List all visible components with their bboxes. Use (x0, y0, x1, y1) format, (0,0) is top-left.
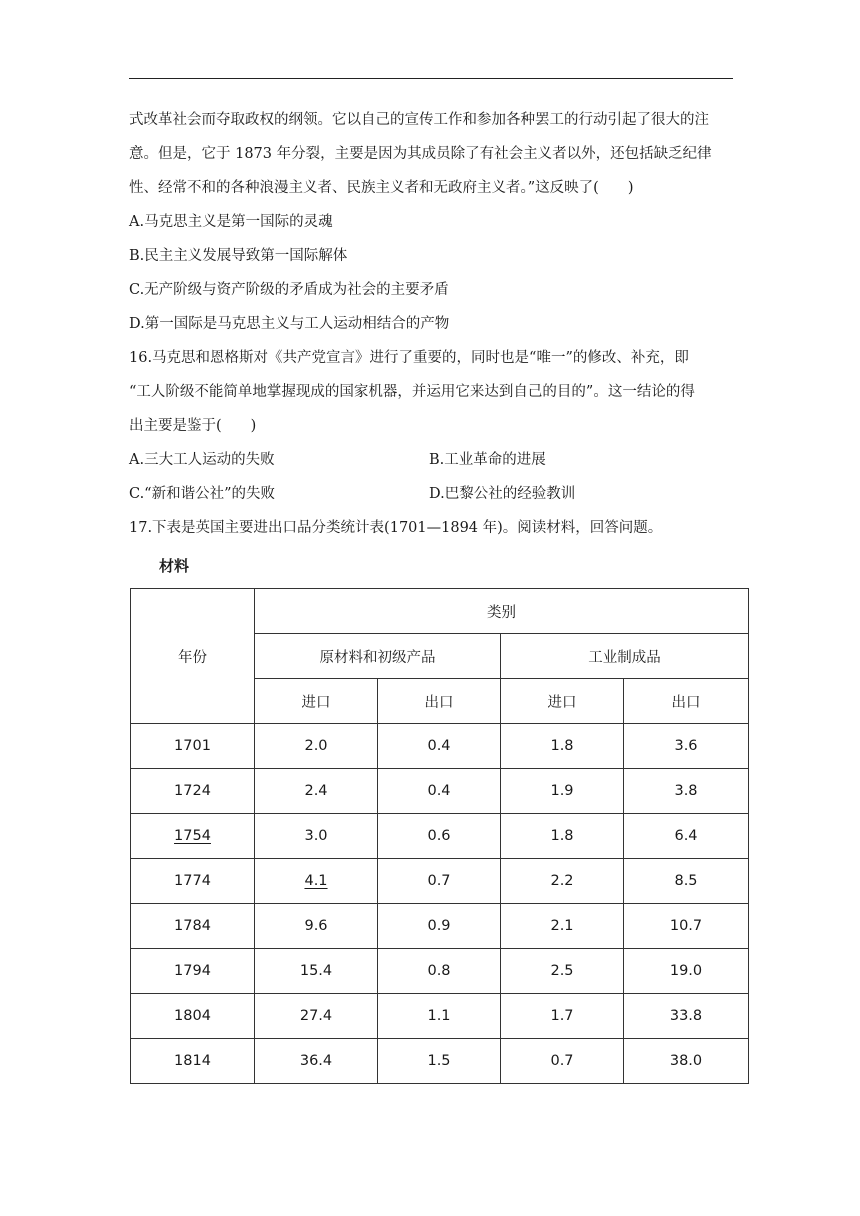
manufactured-export-cell: 10.7 (624, 904, 749, 949)
raw-export-cell: 0.7 (378, 859, 501, 904)
raw-export-cell: 0.8 (378, 949, 501, 994)
year-header: 年份 (131, 589, 255, 724)
raw-import-header: 进口 (255, 679, 378, 724)
manufactured-import-cell: 2.5 (501, 949, 624, 994)
manufactured-import-cell: 2.2 (501, 859, 624, 904)
manufactured-import-cell: 2.1 (501, 904, 624, 949)
year-cell: 1784 (131, 904, 255, 949)
raw-materials-header: 原材料和初级产品 (255, 634, 501, 679)
manufactured-export-cell: 6.4 (624, 814, 749, 859)
q15-option-b[interactable]: B.民主主义发展导致第一国际解体 (129, 248, 348, 264)
q16-options-row-1 (129, 450, 733, 470)
raw-import-cell: 36.4 (255, 1039, 378, 1084)
raw-import-cell: 27.4 (255, 994, 378, 1039)
raw-import-cell: 15.4 (255, 949, 378, 994)
table-row (131, 1039, 749, 1084)
manufactured-export-cell: 38.0 (624, 1039, 749, 1084)
q16-option-b[interactable]: B.工业革命的进展 (429, 452, 546, 468)
q16-option-d[interactable]: D.巴黎公社的经验教训 (429, 486, 576, 502)
year-cell: 1774 (131, 859, 255, 904)
raw-import-cell: 2.4 (255, 769, 378, 814)
table-row (131, 949, 749, 994)
q16-text-line-2: “工人阶级不能简单地掌握现成的国家机器，并运用它来达到自己的目的”。这一结论的得 (129, 384, 695, 400)
raw-import-cell: 3.0 (255, 814, 378, 859)
raw-export-cell: 1.1 (378, 994, 501, 1039)
q16-option-c[interactable]: C.“新和谐公社”的失败 (129, 486, 276, 502)
raw-export-cell: 0.4 (378, 769, 501, 814)
q16-option-a[interactable]: A.三大工人运动的失败 (129, 452, 275, 468)
manufactured-import-cell: 1.7 (501, 994, 624, 1039)
raw-import-cell (255, 859, 378, 904)
manufactured-goods-header: 工业制成品 (501, 634, 749, 679)
material-label: 材料 (159, 557, 190, 575)
raw-export-header: 出口 (378, 679, 501, 724)
year-cell: 1804 (131, 994, 255, 1039)
table-row (131, 814, 749, 859)
year-cell (131, 814, 255, 859)
manufactured-export-cell: 3.6 (624, 724, 749, 769)
trade-stats-table (130, 588, 749, 1084)
q16-options-row-2 (129, 484, 733, 504)
table-row (131, 724, 749, 769)
category-header: 类别 (255, 589, 749, 634)
raw-import-cell: 9.6 (255, 904, 378, 949)
table-row (131, 859, 749, 904)
q15-option-a[interactable]: A.马克思主义是第一国际的灵魂 (129, 214, 333, 230)
manufactured-import-cell: 0.7 (501, 1039, 624, 1084)
q16-text-line-3: 出主要是鉴于( ) (129, 418, 257, 434)
year-cell: 1701 (131, 724, 255, 769)
header-rule (129, 78, 733, 79)
manufactured-import-cell: 1.8 (501, 724, 624, 769)
raw-export-cell: 0.6 (378, 814, 501, 859)
table-header-row-1 (131, 589, 749, 634)
table-row (131, 904, 749, 949)
q16-text-line-1: 16.马克思和恩格斯对《共产党宣言》进行了重要的，同时也是“唯一”的修改、补充，即 (129, 350, 689, 366)
q17-stem: 17.下表是英国主要进出口品分类统计表(1701—1894 年)。阅读材料，回答问题。 (129, 520, 663, 536)
manufactured-import-header: 进口 (501, 679, 624, 724)
year-cell-text: 1754 (174, 828, 211, 844)
raw-import-cell: 2.0 (255, 724, 378, 769)
manufactured-export-cell: 3.8 (624, 769, 749, 814)
manufactured-import-cell: 1.8 (501, 814, 624, 859)
year-cell: 1814 (131, 1039, 255, 1084)
manufactured-export-cell: 33.8 (624, 994, 749, 1039)
year-cell: 1724 (131, 769, 255, 814)
manufactured-export-cell: 19.0 (624, 949, 749, 994)
manufactured-import-cell: 1.9 (501, 769, 624, 814)
q15-text-line-2: 意。但是，它于 1873 年分裂，主要是因为其成员除了有社会主义者以外，还包括缺乏纪律 (129, 146, 712, 162)
table-row (131, 769, 749, 814)
q15-option-c[interactable]: C.无产阶级与资产阶级的矛盾成为社会的主要矛盾 (129, 282, 449, 298)
raw-export-cell: 0.9 (378, 904, 501, 949)
raw-export-cell: 1.5 (378, 1039, 501, 1084)
table-row (131, 994, 749, 1039)
manufactured-export-header: 出口 (624, 679, 749, 724)
q15-text-line-1: 式改革社会而夺取政权的纲领。它以自己的宣传工作和参加各种罢工的行动引起了很大的注 (129, 112, 709, 128)
raw-export-cell: 0.4 (378, 724, 501, 769)
q15-option-d[interactable]: D.第一国际是马克思主义与工人运动相结合的产物 (129, 316, 450, 332)
year-cell: 1794 (131, 949, 255, 994)
manufactured-export-cell: 8.5 (624, 859, 749, 904)
raw-import-cell-text: 4.1 (304, 873, 328, 889)
q15-text-line-3: 性、经常不和的各种浪漫主义者、民族主义者和无政府主义者。”这反映了( ) (129, 180, 634, 196)
